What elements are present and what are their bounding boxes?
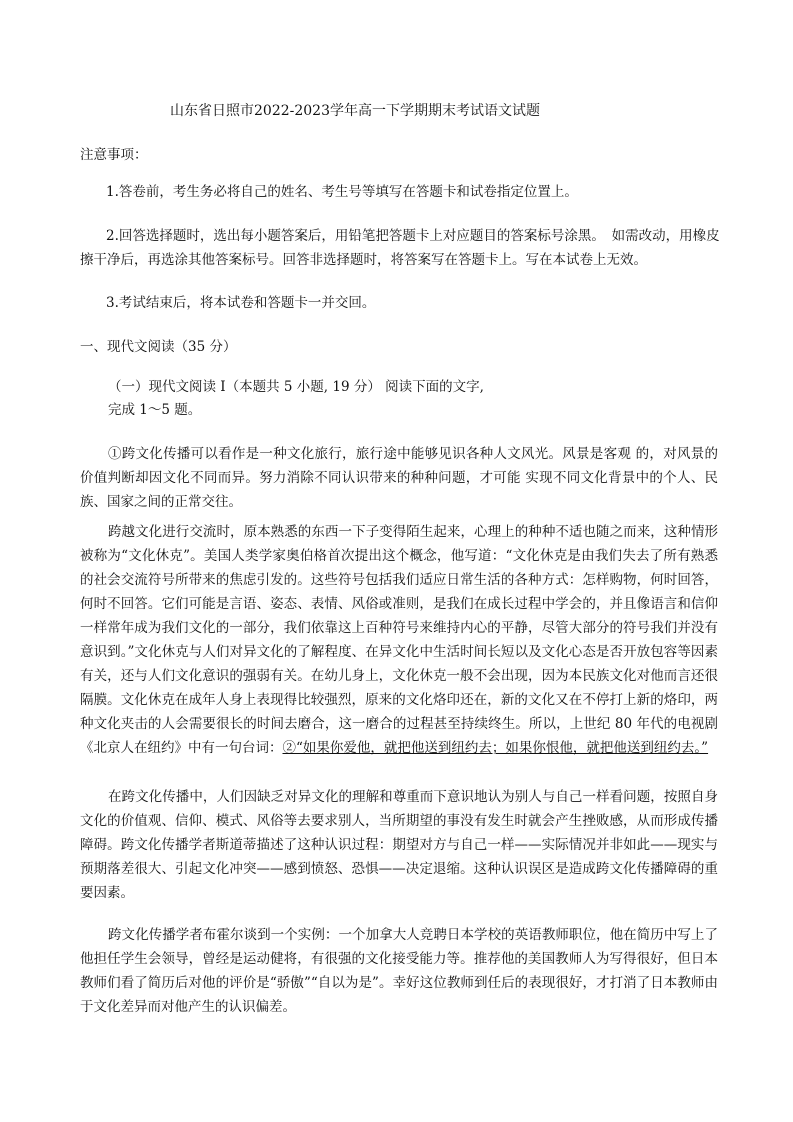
sub-section-heading — [108, 376, 528, 422]
paragraph-1: ①跨文化传播可以看作是一种文化旅行，旅行途中能够见识各种人文风光。风景是客观 的，对风景的价值判断却因文化不同而异。努力消除不同认识带来的种种问题，才可能 实现不同文化背景中的个人、民族、国家之间的正常交往。 — [80, 446, 718, 510]
notice-item-1: 1.答卷前，考生务必将自己的姓名、考生号等填写在答题卡和试卷指定位置上。 — [106, 184, 578, 200]
page-title: 山东省日照市2022-2023学年高一下学期期末考试语文试题 — [170, 103, 540, 119]
notice-item-2: 2.回答选择题时，选出每小题答案后，用铅笔把答题卡上对应题目的答案标号涂黑。 如需改动，用橡皮擦干净后，再选涂其他答案标号。回答非选择题时，将答案写在答题卡上。写在本试卷上无效。 — [80, 228, 720, 268]
section-heading: 一、现代文阅读（35 分） — [80, 339, 237, 355]
paragraph-3: 在跨文化传播中，人们因缺乏对异文化的理解和尊重而下意识地认为别人与自己一样看问题，按照自身文化的价值观、信仰、模式、风俗等去要求别人，当所期望的事没有发生时就会产生挫败感，从而形成传播障碍。跨文化传播学者斯道蒂描述了这种认识过程：期望对方与自己一样——实际情况并非如此——现实与预期落差很大、引起文化冲突——感到愤怒、恐惧——决定退缩。这种认识误区是造成跨文化传播障碍的重要因素。 — [80, 789, 718, 901]
sub-heading-line-1: （一）现代文阅读 I（本题共 5 小题, 19 分） 阅读下面的文字, — [108, 379, 484, 395]
paragraph-2-quote: ②“如果你爱他，就把他送到纽约去；如果你恨他，就把他送到纽约去。” — [282, 740, 709, 756]
paragraph-2-text: 跨越文化进行交流时，原本熟悉的东西一下子变得陌生起来，心理上的种种不适也随之而来，这种情形被称为“文化休克”。美国人类学家奥伯格首次提出这个概念，他写道：“文化休克是由我们失去了所有熟悉的社会交流符号所带来的焦虑引发的。这些符号包括我们适应日常生活的各种方式：怎样购物，何时回答，何时不回答。它们可能是言语、姿态、表情、风俗或准则，是我们在成长过程中学会的，并且像语言和信仰一样常年成为我们文化的一部分，我们依靠这上百种符号来维持内心的平静，尽管大部分的符号我们并没有意识到。”文化休克与人们对异文化的了解程度、在异文化中生活时间长短以及文化心态是否开放包容等因素有关，还与人们文化意识的强弱有关。在幼儿身上，文化休克一般不会出现，因为本民族文化对他而言还很隔膜。文化休克在成年人身上表现得比较强烈，原来的文化烙印还在，新的文化又在不停打上新的烙印，两种文化夹击的人会需要很长的时间去磨合，这一磨合的过程甚至持续终生。所以，上世纪 80 年代的电视剧《北京人在纽约》中有一句台词： — [80, 524, 718, 756]
notice-heading: 注意事项： — [80, 147, 148, 163]
sub-heading-line-2: 完成 1～5 题。 — [108, 402, 202, 418]
paragraph-4: 跨文化传播学者布霍尔谈到一个实例：一个加拿大人竞聘日本学校的英语教师职位，他在简历中写上了他担任学生会领导，曾经是运动健将，有很强的文化接受能力等。推荐他的美国教师人为写得很好，但日本教师们看了简历后对他的评价是“骄傲”“自以为是”。幸好这位教师到任后的表现很好，才打消了日本教师由于文化差异而对他产生的认识偏差。 — [80, 927, 718, 1015]
paragraph-2 — [80, 520, 718, 760]
notice-item-3: 3.考试结束后，将本试卷和答题卡一并交回。 — [106, 295, 376, 311]
